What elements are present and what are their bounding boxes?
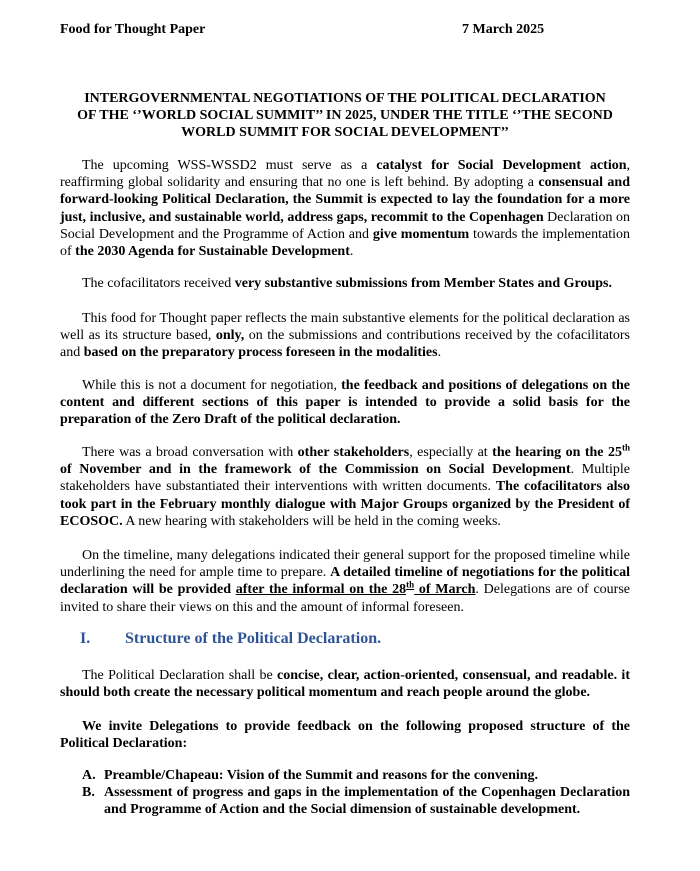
bold-run: other stakeholders: [297, 445, 410, 460]
text-run: . Delegations are of course invited to share their views on this and the amount of informal foreseen.: [60, 582, 630, 615]
bold-run: We invite Delegations to provide feedback on the following proposed structure of the Political Declaration:: [60, 719, 630, 752]
header-date: 7 March 2025: [462, 22, 545, 37]
bold-run: very substantive submissions from Member States and Groups.: [234, 276, 613, 291]
list-item: [82, 784, 630, 818]
text-run: on the submissions and contributions received by the cofacilitators and: [60, 328, 630, 361]
paragraph-stakeholders: [60, 444, 630, 530]
bold-run: A detailed timeline of negotiations for the political declaration will be provided: [60, 565, 630, 598]
title-line-2: OF THE ‘’WORLD SOCIAL SUMMIT’’ IN 2025, UNDER THE TITLE ‘’THE SECOND: [77, 108, 613, 123]
text-run: While this is not a document for negotiation,: [82, 378, 342, 393]
bold-run: the feedback and positions of delegations on the content and different sections of this paper is intended to provide a solid basis for the preparation of the Zero Draft of the political declaration.: [60, 378, 630, 428]
paragraph-declaration-qualities: [60, 667, 630, 701]
title-line-3: WORLD SUMMIT FOR SOCIAL DEVELOPMENT’’: [181, 125, 509, 140]
list-item-letter: A.: [82, 768, 96, 783]
text-run: .: [349, 244, 354, 260]
text-run: The Political Declaration shall be: [82, 668, 277, 683]
bold-run: catalyst for Social Development action: [376, 158, 627, 173]
text-run: . Multiple stakeholders have substantiated their interventions with written documents.: [60, 462, 630, 495]
list-item-text: Preamble/Chapeau: Vision of the Summit and reasons for the convening.: [104, 768, 539, 783]
section-title: Structure of the Political Declaration.: [125, 630, 382, 647]
bold-run: of November and in the framework of the Commission on Social Development: [60, 462, 571, 478]
bold-run: The cofacilitators also took part in the February monthly dialogue with Major Groups organized by the President of ECOSOC.: [60, 479, 630, 529]
structure-list: [82, 767, 630, 818]
text-run: , reaffirming global solidarity and ensuring that no one is left behind. By adopting a: [60, 158, 630, 191]
text-run: There was a broad conversation with: [82, 445, 298, 460]
list-item: [82, 767, 630, 784]
bold-run: based on the preparatory process foreseen in the modalities: [83, 345, 438, 361]
list-item-text: Assessment of progress and gaps in the implementation of the Copenhagen Declaration and Programme of Action and the Social dimension of sustainable development.: [104, 785, 630, 817]
document-title: [60, 90, 630, 141]
superscript: th: [621, 442, 630, 453]
text-run: .: [437, 345, 442, 361]
header-doc-type: Food for Thought Paper: [60, 22, 206, 37]
text-run: towards the implementation of: [60, 226, 631, 260]
section-number: I.: [80, 630, 91, 647]
paragraph-submissions: [60, 275, 630, 292]
paragraph-invite-feedback: [60, 718, 630, 752]
underlined-run: of March: [414, 582, 476, 598]
section-heading-structure: [80, 630, 630, 648]
bold-run: consensual and forward-looking Political Declaration, the Summit is expected to lay the foundation for a more just, inclusive, and sustainable world, address gaps, recommit to the Copenhagen: [60, 175, 630, 225]
superscript: th: [406, 579, 415, 590]
text-run: This food for Thought paper reflects the main substantive elements for the political declaration as well as its structure based,: [60, 311, 630, 344]
text-run: A new hearing with stakeholders will be held in the coming weeks.: [122, 513, 501, 529]
text-run: The upcoming WSS-WSSD2 must serve as a: [82, 158, 377, 173]
paragraph-intro: [60, 157, 630, 260]
paragraph-not-negotiation: [60, 377, 630, 429]
underlined-run: after the informal on the 28: [235, 582, 407, 598]
title-line-1: INTERGOVERNMENTAL NEGOTIATIONS OF THE POLITICAL DECLARATION: [84, 91, 606, 106]
text-run: On the timeline, many delegations indicated their general support for the proposed timeline while underlining the need for ample time to prepare.: [60, 548, 630, 581]
paragraph-purpose: [60, 310, 630, 362]
list-item-letter: B.: [82, 785, 95, 800]
bold-run: the hearing on the 25: [492, 445, 622, 460]
paragraph-timeline: [60, 547, 630, 616]
bold-run: the 2030 Agenda for Sustainable Development: [75, 244, 350, 260]
text-run: , especially at: [409, 445, 493, 460]
text-run: Declaration on Social Development and the Programme of Action and: [60, 209, 631, 242]
bold-run: concise, clear, action-oriented, consensual, and readable. it should both create the necessary political momentum and reach people around the globe.: [60, 668, 630, 701]
bold-run: only,: [215, 328, 245, 344]
bold-run: give momentum: [372, 226, 470, 242]
text-run: The cofacilitators received: [82, 276, 235, 291]
